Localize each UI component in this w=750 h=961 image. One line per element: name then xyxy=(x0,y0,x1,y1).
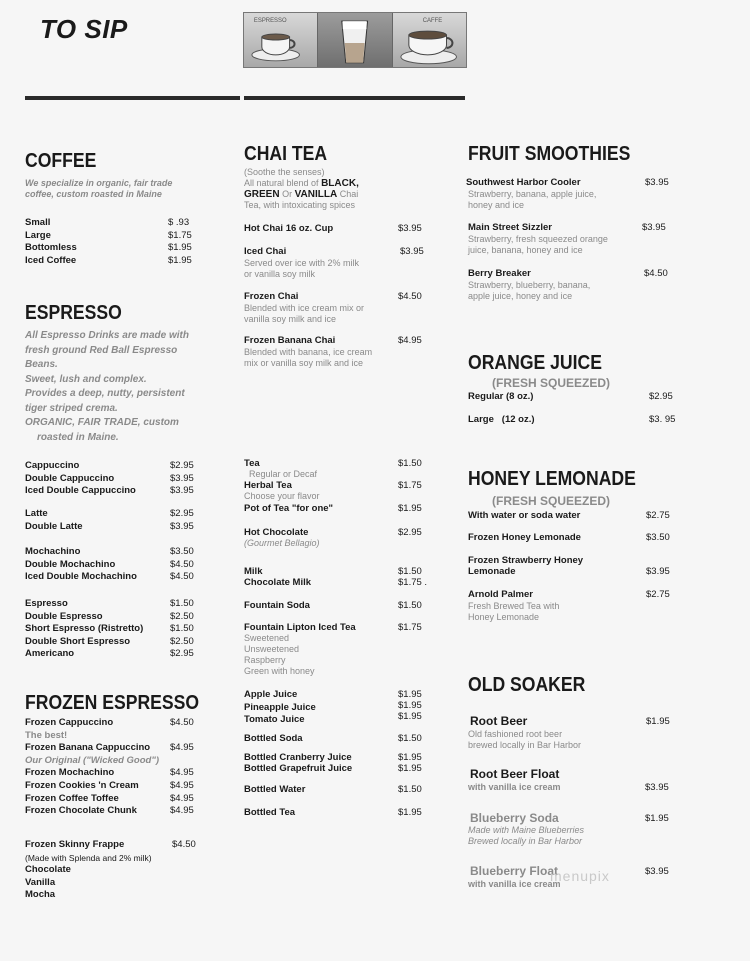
espresso-item-price: $2.95 xyxy=(170,460,194,471)
fruit-smoothies-heading: FRUIT SMOOTHIES xyxy=(468,143,631,165)
chai-desc-line: Tea, with intoxicating spices xyxy=(244,200,356,210)
espresso-group-mochachino xyxy=(25,546,137,584)
skinny-frappe-note: (Made with Splenda and 2% milk) xyxy=(25,852,152,863)
page-title: TO SIP xyxy=(40,14,128,44)
lemonade-item-name-cont: Lemonade xyxy=(468,566,516,577)
smoothie-desc xyxy=(468,280,590,302)
lemonade-item-name: With water or soda water xyxy=(468,510,581,521)
juice-prices xyxy=(398,689,422,722)
frozen-item-price: $4.95 xyxy=(170,742,194,754)
frozen-item-name: Frozen Banana Cappuccino xyxy=(25,742,151,754)
coffee-heading: COFFEE xyxy=(25,150,97,172)
chai-item-name: Frozen Chai xyxy=(244,291,299,302)
chai-item-price: $3.95 xyxy=(398,223,422,234)
bottled-juice-list xyxy=(244,752,352,774)
frozen-item-name: Frozen Chocolate Chunk xyxy=(25,805,137,817)
smoothie-desc-line: honey and ice xyxy=(468,200,525,210)
chai-desc-line: (Soothe the senses) xyxy=(244,167,325,177)
espresso-group-cappuccino xyxy=(25,460,136,498)
chai-description xyxy=(244,167,359,211)
espresso-item-price: $3.95 xyxy=(170,520,194,532)
espresso-item-price: $2.95 xyxy=(170,508,194,519)
skinny-frappe xyxy=(25,839,152,902)
espresso-desc-line: Provides a deep, nutty, persistent xyxy=(25,388,185,399)
header-rule-right xyxy=(244,96,465,100)
soaker-item-desc xyxy=(468,879,561,890)
espresso-item-price: $2.95 xyxy=(170,648,194,660)
orange-juice-size: Large (12 oz.) xyxy=(468,414,535,425)
herbal-tea-price: $1.75 xyxy=(398,480,422,491)
chai-desc-line: Blended with banana, ice cream xyxy=(244,347,373,357)
frozen-espresso-list xyxy=(25,717,159,818)
chai-item-desc xyxy=(244,258,359,280)
bottled-juice-name: Bottled Grapefruit Juice xyxy=(244,763,353,774)
frozen-item-note: Our Original ("Wicked Good") xyxy=(25,754,160,766)
caffe-cup-panel xyxy=(393,13,466,67)
soaker-desc-line: Made with Maine Blueberries xyxy=(468,825,585,835)
lemonade-desc-line: Fresh Brewed Tea with xyxy=(468,601,560,611)
frozen-item-note: The best! xyxy=(25,729,68,741)
tea-name: Tea xyxy=(244,458,260,469)
smoothie-price: $3.95 xyxy=(642,222,666,233)
watermark: menupix xyxy=(550,868,610,884)
chai-item-price: $4.50 xyxy=(398,291,422,302)
skinny-frappe-name: Frozen Skinny Frappe xyxy=(25,839,125,850)
honey-lemonade-subheading: (FRESH SQUEEZED) xyxy=(492,494,611,508)
espresso-item-price: $3.95 xyxy=(170,472,194,484)
espresso-cup-panel xyxy=(244,13,318,67)
lemonade-item-price: $2.75 xyxy=(646,510,670,521)
frozen-item-price: $4.95 xyxy=(170,767,194,779)
espresso-item-name: Double Cappuccino xyxy=(25,472,115,484)
espresso-item-name: Double Mochachino xyxy=(25,558,116,570)
lemonade-item-price: $3.95 xyxy=(646,566,670,577)
coffee-item-price: $1.95 xyxy=(168,254,192,266)
pot-of-tea-name: Pot of Tea "for one" xyxy=(244,503,334,514)
herbal-tea-note: Choose your flavor xyxy=(244,491,320,501)
coffee-item-price: $1.95 xyxy=(168,242,192,254)
juice-list xyxy=(244,689,316,727)
chai-desc-text: Or xyxy=(282,189,293,199)
lemonade-desc-line: Honey Lemonade xyxy=(468,612,540,622)
chai-item-desc xyxy=(244,347,372,369)
skinny-frappe-flavor: Chocolate xyxy=(25,864,71,876)
tea-note: Regular or Decaf xyxy=(249,469,318,479)
frozen-item-price: $4.95 xyxy=(170,779,194,791)
lipton-option: Green with honey xyxy=(244,666,315,676)
soaker-item-desc xyxy=(468,729,581,751)
soaker-item-price: $3.95 xyxy=(645,782,669,793)
pot-of-tea-price: $1.95 xyxy=(398,503,422,514)
orange-juice-price: $2.95 xyxy=(649,391,673,402)
fountain-soda-price: $1.50 xyxy=(398,600,422,611)
soaker-item-price: $3.95 xyxy=(645,866,669,877)
chai-desc-line: Served over ice with 2% milk xyxy=(244,258,360,268)
herbal-tea-name: Herbal Tea xyxy=(244,480,292,491)
lemonade-item-name: Frozen Honey Lemonade xyxy=(468,532,581,543)
chocolate-milk-price: $1.75 . xyxy=(398,577,428,588)
lemonade-item-name: Frozen Strawberry Honey xyxy=(468,555,584,566)
bottled-water-name: Bottled Water xyxy=(244,784,306,795)
old-soaker-heading: OLD SOAKER xyxy=(468,674,586,696)
smoothie-desc-line: Strawberry, blueberry, banana, xyxy=(468,280,591,290)
orange-juice-subheading: (FRESH SQUEEZED) xyxy=(492,376,611,390)
soaker-item-price: $1.95 xyxy=(645,813,669,824)
espresso-desc-line: ORGANIC, FAIR TRADE, custom xyxy=(25,417,179,428)
fountain-soda-name: Fountain Soda xyxy=(244,600,310,611)
espresso-heading: ESPRESSO xyxy=(25,302,122,324)
frozen-espresso-heading: FROZEN ESPRESSO xyxy=(25,692,200,714)
lemonade-item-name: Arnold Palmer xyxy=(468,589,533,600)
lipton-iced-tea-name: Fountain Lipton Iced Tea xyxy=(244,622,356,633)
milk-price: $1.50 xyxy=(398,566,422,577)
espresso-desc-line: tiger striped crema. xyxy=(25,402,118,414)
coffee-item-name: Small xyxy=(25,217,51,228)
espresso-item-price: $1.50 xyxy=(170,598,194,609)
coffee-item-name: Large xyxy=(25,229,51,241)
espresso-item-name: Mochachino xyxy=(25,546,81,557)
smoothie-price: $4.50 xyxy=(644,268,668,279)
coffee-cups-banner xyxy=(243,12,467,68)
espresso-desc-line: Sweet, lush and complex. xyxy=(25,373,147,385)
frozen-item-name: Frozen Mochachino xyxy=(25,767,115,779)
chai-desc-green: GREEN xyxy=(244,189,280,200)
chai-item-name: Iced Chai xyxy=(244,246,287,257)
soaker-item-name: Blueberry Float xyxy=(470,864,559,878)
honey-lemonade-heading: HONEY LEMONADE xyxy=(468,468,636,490)
espresso-group-cappuccino-prices xyxy=(170,460,194,498)
chocolate-milk-name: Chocolate Milk xyxy=(244,577,312,588)
skinny-frappe-flavor: Vanilla xyxy=(25,876,56,888)
bottled-juice-price: $1.95 xyxy=(398,763,422,774)
coffee-desc-line: We specialize in organic, fair trade xyxy=(25,178,173,188)
orange-juice-heading: ORANGE JUICE xyxy=(468,352,602,374)
lemonade-item-price: $3.50 xyxy=(646,532,670,543)
smoothie-price: $3.95 xyxy=(645,177,669,188)
espresso-item-price: $3.95 xyxy=(170,485,194,497)
skinny-frappe-flavor: Mocha xyxy=(25,889,56,901)
lipton-option: Unsweetened xyxy=(244,644,300,654)
smoothie-desc-line: Strawberry, banana, apple juice, xyxy=(468,189,597,199)
espresso-group-espresso xyxy=(25,598,143,661)
soaker-item-desc xyxy=(468,825,584,847)
espresso-item-name: Cappuccino xyxy=(25,460,80,471)
bottled-soda-price: $1.50 xyxy=(398,733,422,744)
hot-chocolate-note: (Gourmet Bellagio) xyxy=(244,538,320,548)
espresso-item-name: Latte xyxy=(25,508,48,519)
frozen-item-name: Frozen Coffee Toffee xyxy=(25,792,119,804)
soaker-item-price: $1.95 xyxy=(646,716,670,727)
espresso-item-price: $4.50 xyxy=(170,571,194,583)
smoothie-desc-line: Strawberry, fresh squeezed orange xyxy=(468,234,608,244)
frozen-espresso-prices xyxy=(170,717,194,818)
chai-desc-line: Blended with ice cream mix or xyxy=(244,303,365,313)
espresso-item-name: Americano xyxy=(25,648,75,660)
juice-name: Tomato Juice xyxy=(244,714,305,726)
espresso-desc-line: All Espresso Drinks are made with xyxy=(25,330,189,341)
soaker-desc-line: with vanilla ice cream xyxy=(468,782,561,792)
banner-left-label: ESPRESSO xyxy=(253,18,287,25)
skinny-frappe-price: $4.50 xyxy=(172,839,196,850)
frozen-item-price: $4.95 xyxy=(170,805,194,817)
chai-desc-text: All natural blend of xyxy=(244,178,319,188)
espresso-item-price: $3.50 xyxy=(170,546,194,557)
banner-right-label: CAFFE xyxy=(422,18,442,25)
bottled-water-price: $1.50 xyxy=(398,784,422,795)
espresso-item-price: $1.50 xyxy=(170,623,194,635)
juice-price: $1.95 xyxy=(398,689,422,700)
soaker-item-name: Root Beer xyxy=(470,714,528,728)
lipton-iced-tea-price: $1.75 xyxy=(398,622,422,633)
espresso-item-name: Iced Double Mochachino xyxy=(25,571,137,583)
smoothie-desc xyxy=(468,234,608,256)
smoothie-name: Berry Breaker xyxy=(468,268,531,279)
frozen-item-price: $4.50 xyxy=(170,717,194,728)
frozen-item-name: Frozen Cookies 'n Cream xyxy=(25,779,139,791)
smoothie-desc xyxy=(468,189,596,211)
chai-item-name: Frozen Banana Chai xyxy=(244,335,336,346)
coffee-item-name: Bottomless xyxy=(25,242,77,254)
chai-item-desc xyxy=(244,303,364,325)
juice-name: Pineapple Juice xyxy=(244,701,316,713)
lipton-option: Sweetened xyxy=(244,633,290,643)
espresso-group-latte xyxy=(25,508,83,533)
chai-desc-line: vanilla soy milk and ice xyxy=(244,314,337,324)
coffee-price-list xyxy=(168,217,192,267)
coffee-item-list xyxy=(25,217,77,267)
lemonade-item-price: $2.75 xyxy=(646,589,670,600)
chai-desc-line: or vanilla soy milk xyxy=(244,269,316,279)
soaker-item-name: Root Beer Float xyxy=(470,767,560,781)
bottled-juice-name: Bottled Cranberry Juice xyxy=(244,752,352,763)
tea-price: $1.50 xyxy=(398,458,422,469)
espresso-item-name: Espresso xyxy=(25,598,68,609)
milk-name: Milk xyxy=(244,566,263,577)
smoothie-desc-line: juice, banana, honey and ice xyxy=(468,245,583,255)
chai-tea-heading: CHAI TEA xyxy=(244,143,328,165)
coffee-desc-line: coffee, custom roasted in Maine xyxy=(25,189,162,199)
espresso-item-price: $4.50 xyxy=(170,558,194,570)
juice-name: Apple Juice xyxy=(244,689,298,700)
smoothie-name: Southwest Harbor Cooler xyxy=(466,177,581,188)
espresso-description xyxy=(25,329,189,445)
juice-price: $1.95 xyxy=(398,700,422,711)
espresso-item-name: Iced Double Cappuccino xyxy=(25,485,136,497)
juice-price: $1.95 xyxy=(398,711,422,722)
espresso-desc-line: roasted in Maine. xyxy=(37,431,119,443)
chai-desc-vanilla: VANILLA xyxy=(294,189,338,200)
bottled-tea-name: Bottled Tea xyxy=(244,807,296,818)
chai-desc-line: mix or vanilla soy milk and ice xyxy=(244,358,364,368)
coffee-item-price: $ .93 xyxy=(168,217,190,228)
espresso-item-price: $2.50 xyxy=(170,635,194,647)
smoothie-name: Main Street Sizzler xyxy=(468,222,552,233)
lipton-iced-tea-options xyxy=(244,633,315,677)
orange-juice-price: $3. 95 xyxy=(649,414,676,425)
header-rule-left xyxy=(25,96,240,100)
espresso-group-latte-prices xyxy=(170,508,194,533)
coffee-item-name: Iced Coffee xyxy=(25,254,77,266)
frozen-item-name: Frozen Cappuccino xyxy=(25,717,114,728)
espresso-item-name: Double Espresso xyxy=(25,610,103,622)
soaker-desc-line: with vanilla ice cream xyxy=(468,879,561,889)
hot-chocolate-price: $2.95 xyxy=(398,527,422,538)
espresso-item-price: $2.50 xyxy=(170,610,194,622)
soaker-item-desc xyxy=(468,782,561,793)
bottled-soda-name: Bottled Soda xyxy=(244,733,303,744)
chai-item-name: Hot Chai 16 oz. Cup xyxy=(244,223,334,234)
espresso-desc-line: Beans. xyxy=(25,359,58,370)
coffee-description xyxy=(25,178,172,200)
chai-item-price: $4.95 xyxy=(398,335,422,346)
bottled-juice-prices xyxy=(398,752,422,774)
espresso-item-name: Short Espresso (Ristretto) xyxy=(25,623,144,635)
espresso-item-name: Double Latte xyxy=(25,520,83,532)
chai-item-price: $3.95 xyxy=(400,246,424,257)
espresso-group-mochachino-prices xyxy=(170,546,194,584)
orange-juice-size: Regular (8 oz.) xyxy=(468,391,534,402)
soaker-desc-line: Old fashioned root beer xyxy=(468,729,563,739)
smoothie-desc-line: apple juice, honey and ice xyxy=(468,291,573,301)
frozen-item-price: $4.95 xyxy=(170,792,194,804)
espresso-group-espresso-prices xyxy=(170,598,194,661)
bottled-juice-price: $1.95 xyxy=(398,752,422,763)
latte-glass-panel xyxy=(318,13,392,67)
coffee-item-price: $1.75 xyxy=(168,229,192,241)
bottled-tea-price: $1.95 xyxy=(398,807,422,818)
espresso-desc-line: fresh ground Red Ball Espresso xyxy=(25,344,178,356)
lemonade-item-desc xyxy=(468,601,559,623)
soaker-desc-line: Brewed locally in Bar Harbor xyxy=(468,836,583,846)
lipton-option: Raspberry xyxy=(244,655,286,665)
soaker-item-name: Blueberry Soda xyxy=(470,811,559,825)
chai-desc-text: Chai xyxy=(339,189,359,199)
hot-chocolate-name: Hot Chocolate xyxy=(244,527,309,538)
espresso-item-name: Double Short Espresso xyxy=(25,635,131,647)
soaker-desc-line: brewed locally in Bar Harbor xyxy=(468,740,582,750)
chai-desc-black: BLACK, xyxy=(321,178,359,189)
